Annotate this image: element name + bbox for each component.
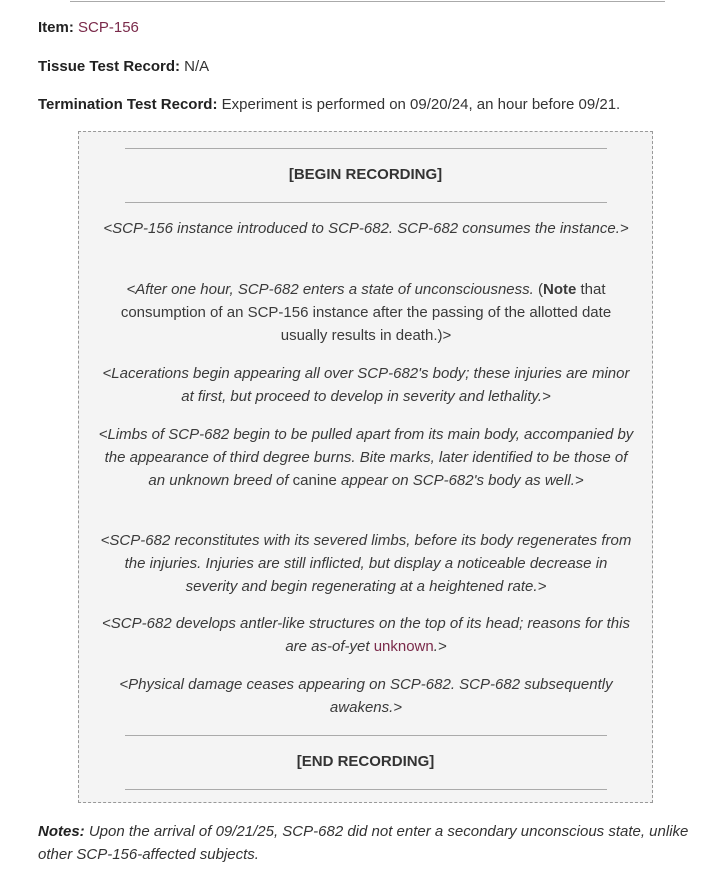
tissue-value: N/A bbox=[184, 58, 210, 75]
log-text: <After one hour, SCP-682 enters a state of unconsciousness. bbox=[126, 281, 538, 298]
begin-recording: [BEGIN RECORDING] bbox=[288, 166, 443, 183]
log-entry bbox=[97, 423, 635, 492]
notes bbox=[38, 820, 698, 866]
log-text: appear on SCP-682's body as well.> bbox=[336, 472, 584, 489]
log-text: <Limbs of SCP-682 begin to be pulled apart from its main body, accompanied by the appearance of third degree burns. Bite marks, later identified to be those of an unknown breed of bbox=[98, 426, 634, 489]
item-link[interactable]: SCP-156 bbox=[78, 19, 139, 36]
log-text: that consumption of an SCP-156 instance after the passing of the allotted date usually results in death.)> bbox=[120, 281, 612, 344]
divider bbox=[125, 202, 607, 203]
log-entry: <Lacerations begin appearing all over SCP-682's body; these injuries are minor at first, but proceed to develop in severity and lethality.> bbox=[102, 365, 630, 405]
log-text: canine bbox=[292, 472, 337, 489]
log-entry: <SCP-682 reconstitutes with its severed limbs, before its body regenerates from the injuries. Injuries are still inflicted, but display a noticeable decrease in severity and begin regenerating at a heightened rate.> bbox=[100, 532, 632, 595]
log-text: ( bbox=[537, 281, 543, 298]
top-divider bbox=[70, 1, 665, 2]
log-entry bbox=[97, 612, 635, 658]
recording-box bbox=[78, 131, 653, 803]
log-text: <SCP-682 develops antler-like structures on the top of its head; reasons for this are as-of-yet bbox=[102, 615, 630, 655]
divider bbox=[125, 735, 607, 736]
divider bbox=[125, 148, 607, 149]
item-label: Item: bbox=[38, 19, 74, 36]
item-field bbox=[38, 18, 139, 38]
log-text: .> bbox=[433, 638, 447, 655]
log-entry bbox=[97, 278, 635, 347]
divider bbox=[125, 789, 607, 790]
notes-label: Notes: bbox=[38, 823, 85, 840]
termination-value: Experiment is performed on 09/20/24, an hour before 09/21. bbox=[221, 96, 621, 113]
notes-text: Upon the arrival of 09/21/25, SCP-682 did not enter a secondary unconscious state, unlike other SCP-156-affected subjects. bbox=[38, 823, 689, 863]
log-entry: <Physical damage ceases appearing on SCP-682. SCP-682 subsequently awakens.> bbox=[119, 676, 613, 716]
tissue-label: Tissue Test Record: bbox=[38, 58, 180, 75]
tissue-field bbox=[38, 57, 209, 77]
log-entry: <SCP-156 instance introduced to SCP-682. SCP-682 consumes the instance.> bbox=[103, 220, 629, 237]
end-recording: [END RECORDING] bbox=[296, 753, 435, 770]
unknown-link[interactable]: unknown bbox=[373, 638, 434, 655]
note-label: Note bbox=[542, 281, 577, 298]
termination-field bbox=[38, 95, 620, 115]
termination-label: Termination Test Record: bbox=[38, 96, 218, 113]
